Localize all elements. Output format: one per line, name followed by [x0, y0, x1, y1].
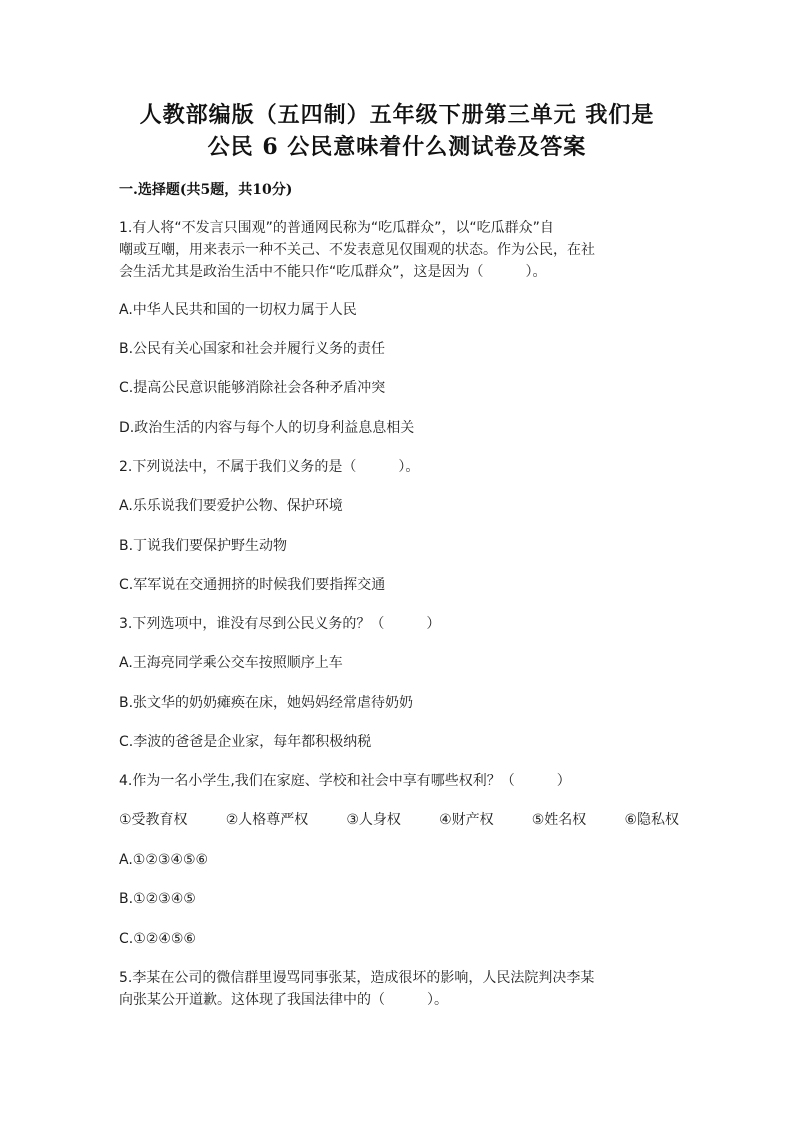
question-2-option-b: B.丁说我们要保护野生动物	[119, 538, 288, 554]
question-3-option-c: C.李波的爸爸是企业家，每年都积极纳税	[119, 734, 372, 750]
right-item: ⑤姓名权	[531, 812, 587, 828]
question-1-option-a: A.中华人民共和国的一切权力属于人民	[119, 302, 357, 318]
question-3-option-a: A.王海亮同学乘公交车按照顺序上车	[119, 655, 343, 671]
question-1-stem-line-2: 嘲或互嘲，用来表示一种不关己、不发表意见仅围观的状态。作为公民，在社	[119, 242, 595, 258]
question-1-stem-line-3: 会生活尤其是政治生活中不能只作“吃瓜群众”，这是因为（ ）。	[119, 264, 547, 280]
document-title-line-2: 公民 6 公民意味着什么测试卷及答案	[207, 134, 587, 160]
question-4-option-c: C.①②④⑤⑥	[119, 931, 196, 947]
question-4-option-b: B.①②③④⑤	[119, 891, 196, 907]
right-item: ②人格尊严权	[225, 812, 309, 828]
document-title-line-1: 人教部编版（五四制）五年级下册第三单元 我们是	[139, 102, 655, 128]
right-item: ⑥隐私权	[624, 812, 679, 828]
question-1-stem-line-1: 1.有人将“不发言只围观”的普通网民称为“吃瓜群众”，以“吃瓜群众”自	[119, 220, 554, 236]
section-heading: 一.选择题(共5题，共10分)	[119, 182, 293, 198]
question-3-stem: 3.下列选项中，谁没有尽到公民义务的？（ ）	[119, 616, 441, 632]
question-4-rights-list	[119, 810, 679, 830]
right-item: ③人身权	[346, 812, 401, 828]
question-1-option-d: D.政治生活的内容与每个人的切身利益息息相关	[119, 420, 415, 436]
question-4-stem: 4.作为一名小学生,我们在家庭、学校和社会中享有哪些权利？（ ）	[119, 773, 571, 789]
right-item: ①受教育权	[119, 812, 188, 828]
question-5-stem-line-2: 向张某公开道歉。这体现了我国法律中的（ ）。	[119, 992, 448, 1008]
question-5-stem-line-1: 5.李某在公司的微信群里谩骂同事张某，造成很坏的影响，人民法院判决李某	[119, 970, 595, 986]
question-3-option-b: B.张文华的奶奶瘫痪在床，她妈妈经常虐待奶奶	[119, 695, 414, 711]
right-item: ④财产权	[439, 812, 494, 828]
question-1-option-c: C.提高公民意识能够消除社会各种矛盾冲突	[119, 380, 386, 396]
question-2-stem: 2.下列说法中，不属于我们义务的是（ ）。	[119, 459, 420, 475]
question-4-option-a: A.①②③④⑤⑥	[119, 852, 209, 868]
question-1-option-b: B.公民有关心国家和社会并履行义务的责任	[119, 341, 386, 357]
question-2-option-c: C.军军说在交通拥挤的时候我们要指挥交通	[119, 577, 386, 593]
question-2-option-a: A.乐乐说我们要爱护公物、保护环境	[119, 498, 343, 514]
